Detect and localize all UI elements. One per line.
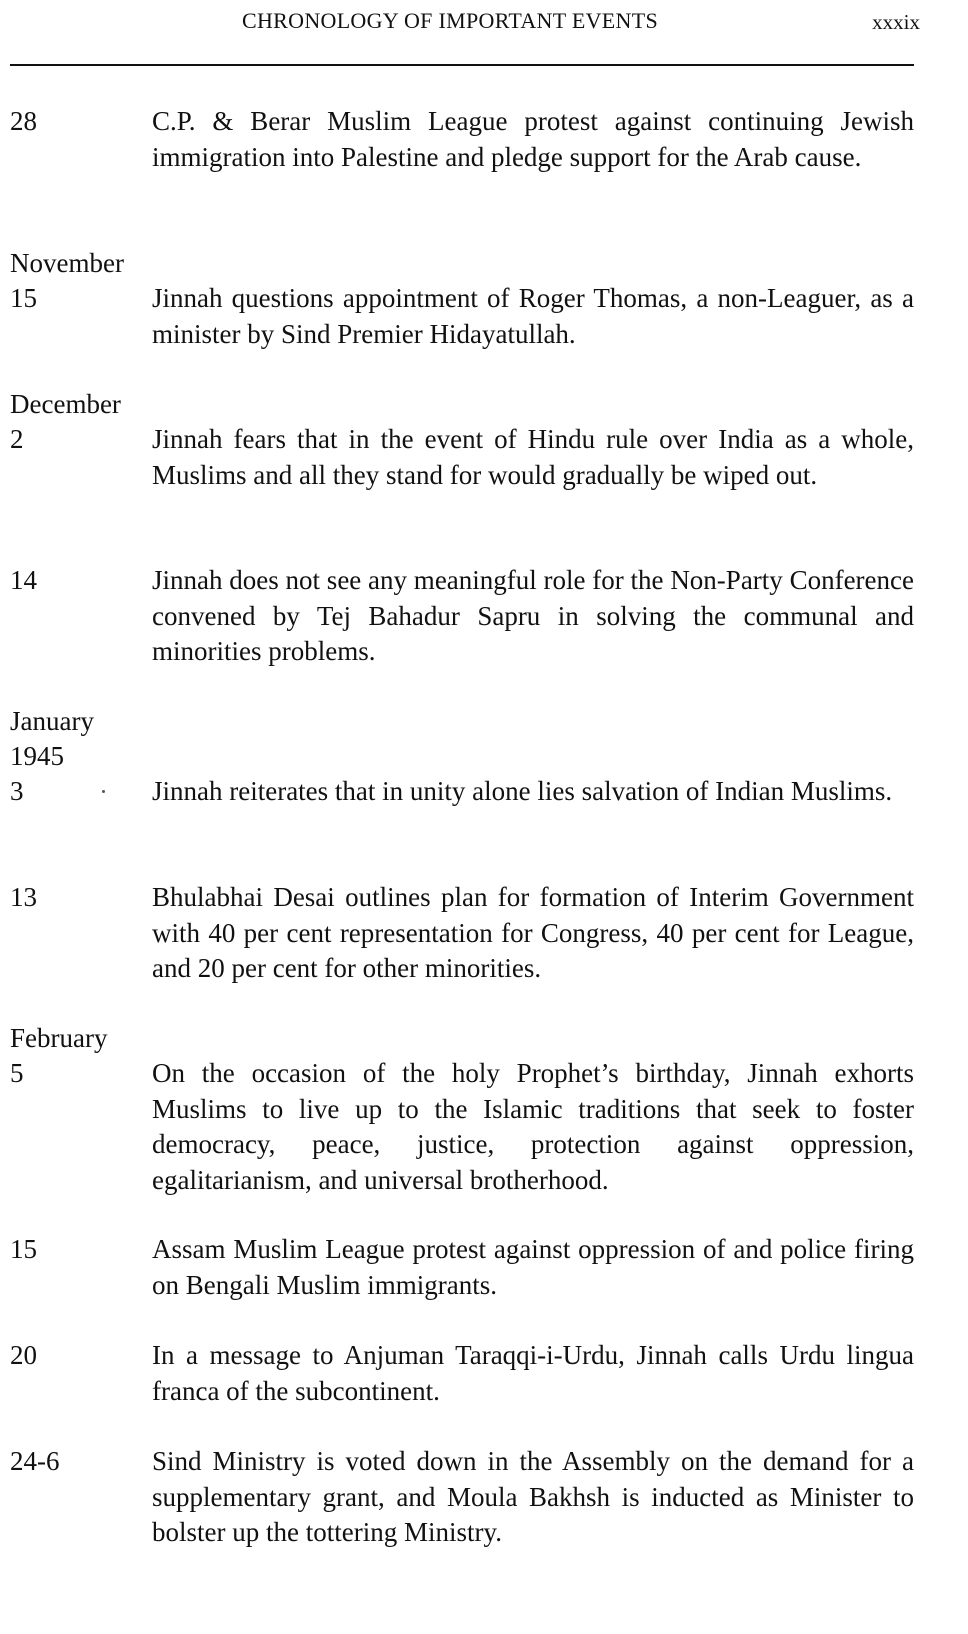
entry-text: Jinnah fears that in the event of Hindu rule over India as a whole, Muslims and all they stand for would gradually be wiped out.: [152, 424, 914, 490]
entry-date: 13: [10, 882, 37, 912]
month-heading-december: December: [10, 389, 121, 419]
entry-date: 15: [10, 283, 37, 313]
month-heading-january: January: [10, 706, 94, 736]
entry-date: 15: [10, 1234, 37, 1264]
entry-text: Jinnah reiterates that in unity alone lies salvation of Indian Muslims.: [152, 776, 893, 806]
entry-text: Jinnah questions appointment of Roger Thomas, a non-Leaguer, as a minister by Sind Premier Hidayatullah.: [152, 283, 914, 349]
entry-date: 14: [10, 565, 37, 595]
entry-text: Bhulabhai Desai outlines plan for formation of Interim Government with 40 per cent representation for Congress, 40 per cent for League, and 20 per cent for other minorities.: [152, 882, 914, 983]
month-heading-november: November: [10, 248, 124, 278]
entry-text: Jinnah does not see any meaningful role for the Non-Party Conference convened by Tej Bahadur Sapru in solving the communal and minorities problems.: [152, 565, 914, 666]
entry-date: 24-6: [10, 1446, 60, 1476]
entry-text: In a message to Anjuman Taraqqi-i-Urdu, Jinnah calls Urdu lingua franca of the subcontinent.: [152, 1340, 914, 1406]
header-divider: [10, 64, 914, 66]
entry-text: C.P. & Berar Muslim League protest against continuing Jewish immigration into Palestine and pledge support for the Arab cause.: [152, 106, 914, 172]
entry-date: 2: [10, 424, 24, 454]
entry-date: 20: [10, 1340, 37, 1370]
stray-mark: [102, 790, 105, 793]
year-heading: 1945: [10, 741, 64, 771]
running-head-title: CHRONOLOGY OF IMPORTANT EVENTS: [242, 8, 658, 33]
month-heading-february: February: [10, 1023, 108, 1053]
entry-date: 3: [10, 776, 24, 806]
entry-text: Sind Ministry is voted down in the Assembly on the demand for a supplementary grant, and Moula Bakhsh is inducted as Minister to bolster up the tottering Ministry.: [152, 1446, 914, 1547]
entry-text: On the occasion of the holy Prophet’s birthday, Jinnah exhorts Muslims to live up to the Islamic traditions that seek to foster democracy, peace, justice, protection against oppression, egalitarianism, and universal brotherhood.: [152, 1058, 914, 1195]
page-number: xxxix: [872, 10, 920, 34]
entry-date: 28: [10, 106, 37, 136]
entry-date: 5: [10, 1058, 24, 1088]
entry-text: Assam Muslim League protest against oppression of and police firing on Bengali Muslim immigrants.: [152, 1234, 914, 1300]
